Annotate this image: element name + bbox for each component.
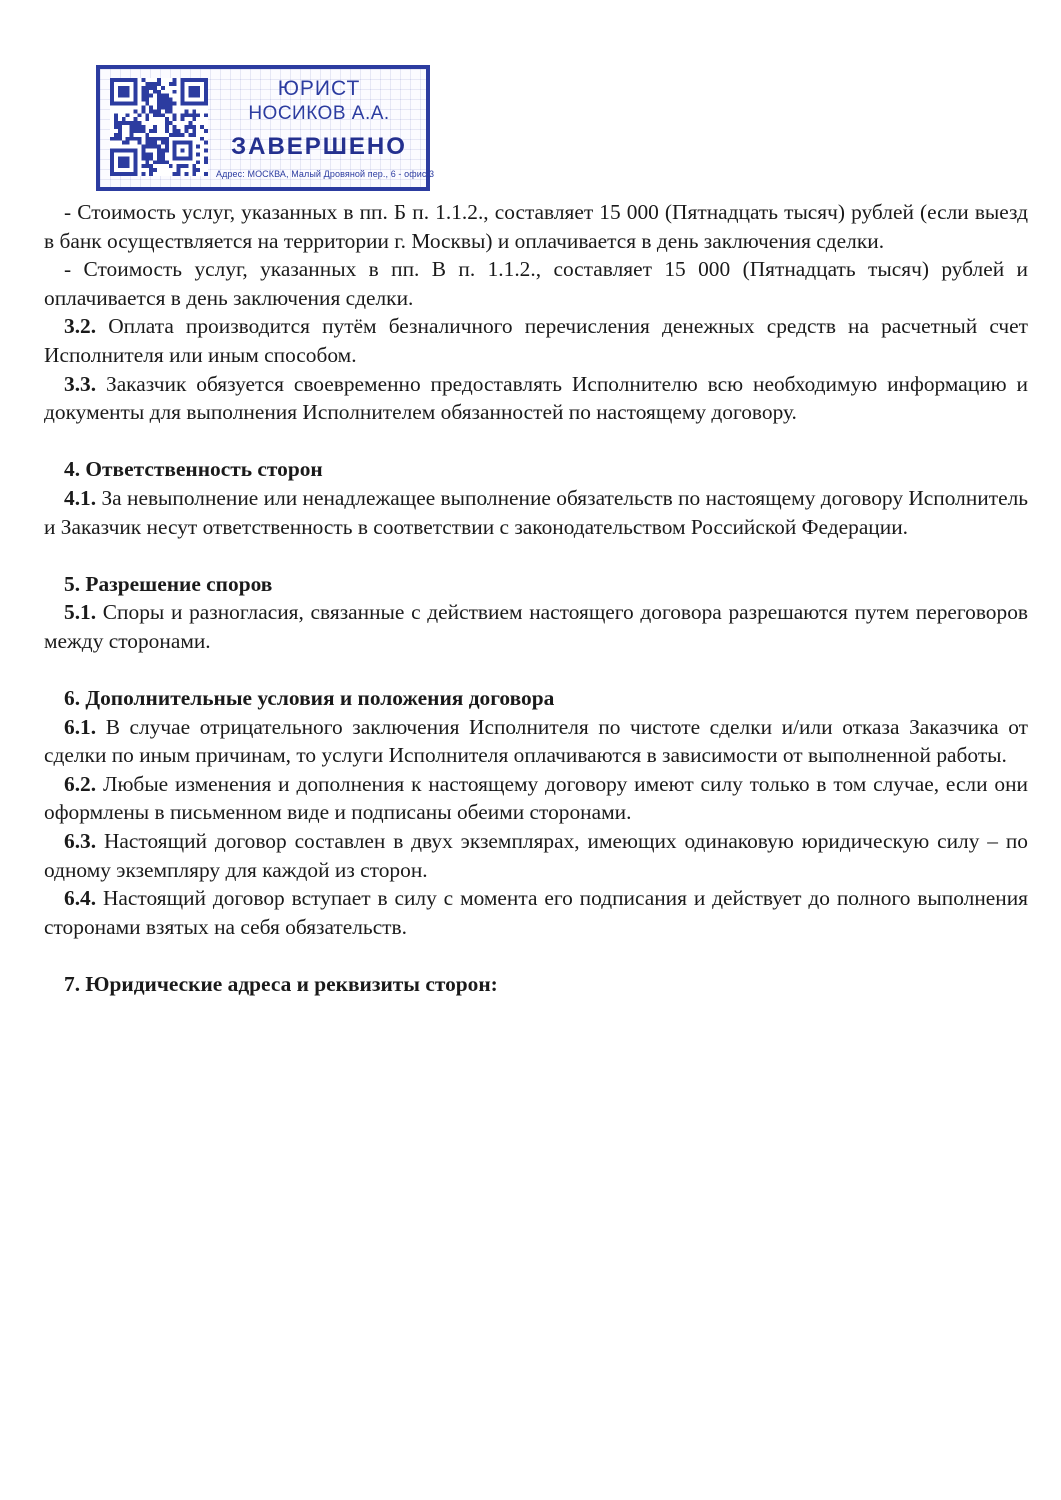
clause-number: 6.2. <box>64 771 97 796</box>
paragraph-4-1 <box>44 484 1028 541</box>
section-5-title: 5. Разрешение споров <box>64 571 273 596</box>
clause-number: 3.3. <box>64 371 97 396</box>
section-6-title: 6. Дополнительные условия и положения договора <box>64 686 555 711</box>
clause-text: Любые изменения и дополнения к настоящему договору имеют силу только в том случае, если они оформлены в письменном виде и подписаны обеими сторонами. <box>44 771 1028 825</box>
completion-stamp <box>96 65 435 191</box>
clause-number: 6.4. <box>64 886 97 911</box>
clause-text: Заказчик обязуется своевременно предоставлять Исполнителю всю необходимую информацию и документы для выполнения Исполнителем обязанностей по настоящему договору. <box>44 371 1028 425</box>
contract-page-content <box>44 198 1028 999</box>
stamp-title: ЮРИСТ <box>277 77 361 100</box>
paragraph-6-4 <box>44 884 1028 941</box>
clause-text: За невыполнение или ненадлежащее выполнение обязательств по настоящему договору Исполнитель и Заказчик несут ответственность в соответствии с законодательством Российской Федерации. <box>44 485 1029 539</box>
paragraph-3-2 <box>44 312 1028 369</box>
paragraph-5-1 <box>44 598 1028 655</box>
paragraph-6-3 <box>44 827 1028 884</box>
clause-text: Оплата производится путём безналичного перечисления денежных средств на расчетный счет Исполнителя или иным способом. <box>44 314 1028 367</box>
paragraph-6-1 <box>44 713 1028 770</box>
paragraph-6-2 <box>44 770 1028 827</box>
clause-text: Споры и разногласия, связанные с действием настоящего договора разрешаются путем переговоров между сторонами. <box>44 600 1028 653</box>
clause-text: Настоящий договор составлен в двух экземплярах, имеющих одинаковую юридическую силу – по одному экземпляру для каждой из сторон. <box>44 829 1028 882</box>
clause-number: 4.1. <box>64 485 97 510</box>
clause-number: 6.3. <box>64 829 97 854</box>
paragraph-3-3 <box>44 370 1028 427</box>
section-4-title: 4. Ответственность сторон <box>64 457 323 482</box>
stamp-lawyer-name: НОСИКОВ А.А. <box>248 103 390 124</box>
paragraph-cost-v: - Стоимость услуг, указанных в пп. В п. 1.1.2., составляет 15 000 (Пятнадцать тысяч) рублей и оплачивается в день заключения сделки. <box>44 257 1028 310</box>
clause-text: В случае отрицательного заключения Исполнителя по чистоте сделки и/или отказа Заказчика от сделки по иным причинам, то услуги Исполнителя оплачиваются в зависимости от выполненной работы. <box>44 714 1028 768</box>
clause-text: Настоящий договор вступает в силу с момента его подписания и действует до полного выполнения сторонами взятых на себя обязательств. <box>44 886 1028 939</box>
section-7-title: 7. Юридические адреса и реквизиты сторон: <box>64 972 498 997</box>
clause-number: 3.2. <box>64 314 97 339</box>
clause-number: 6.1. <box>64 714 97 739</box>
paragraph-cost-b: - Стоимость услуг, указанных в пп. Б п. 1.1.2., составляет 15 000 (Пятнадцать тысяч) рублей (если выезд в банк осуществляется на территории г. Москвы) и оплачивается в день заключения сделки. <box>44 200 1028 253</box>
stamp-address: Адрес: МОСКВА, Малый Дровяной пер., 6 - офис 3 <box>216 169 435 179</box>
clause-number: 5.1. <box>64 600 97 625</box>
qr-code-icon <box>110 78 208 176</box>
stamp-status: ЗАВЕРШЕНО <box>231 133 407 160</box>
